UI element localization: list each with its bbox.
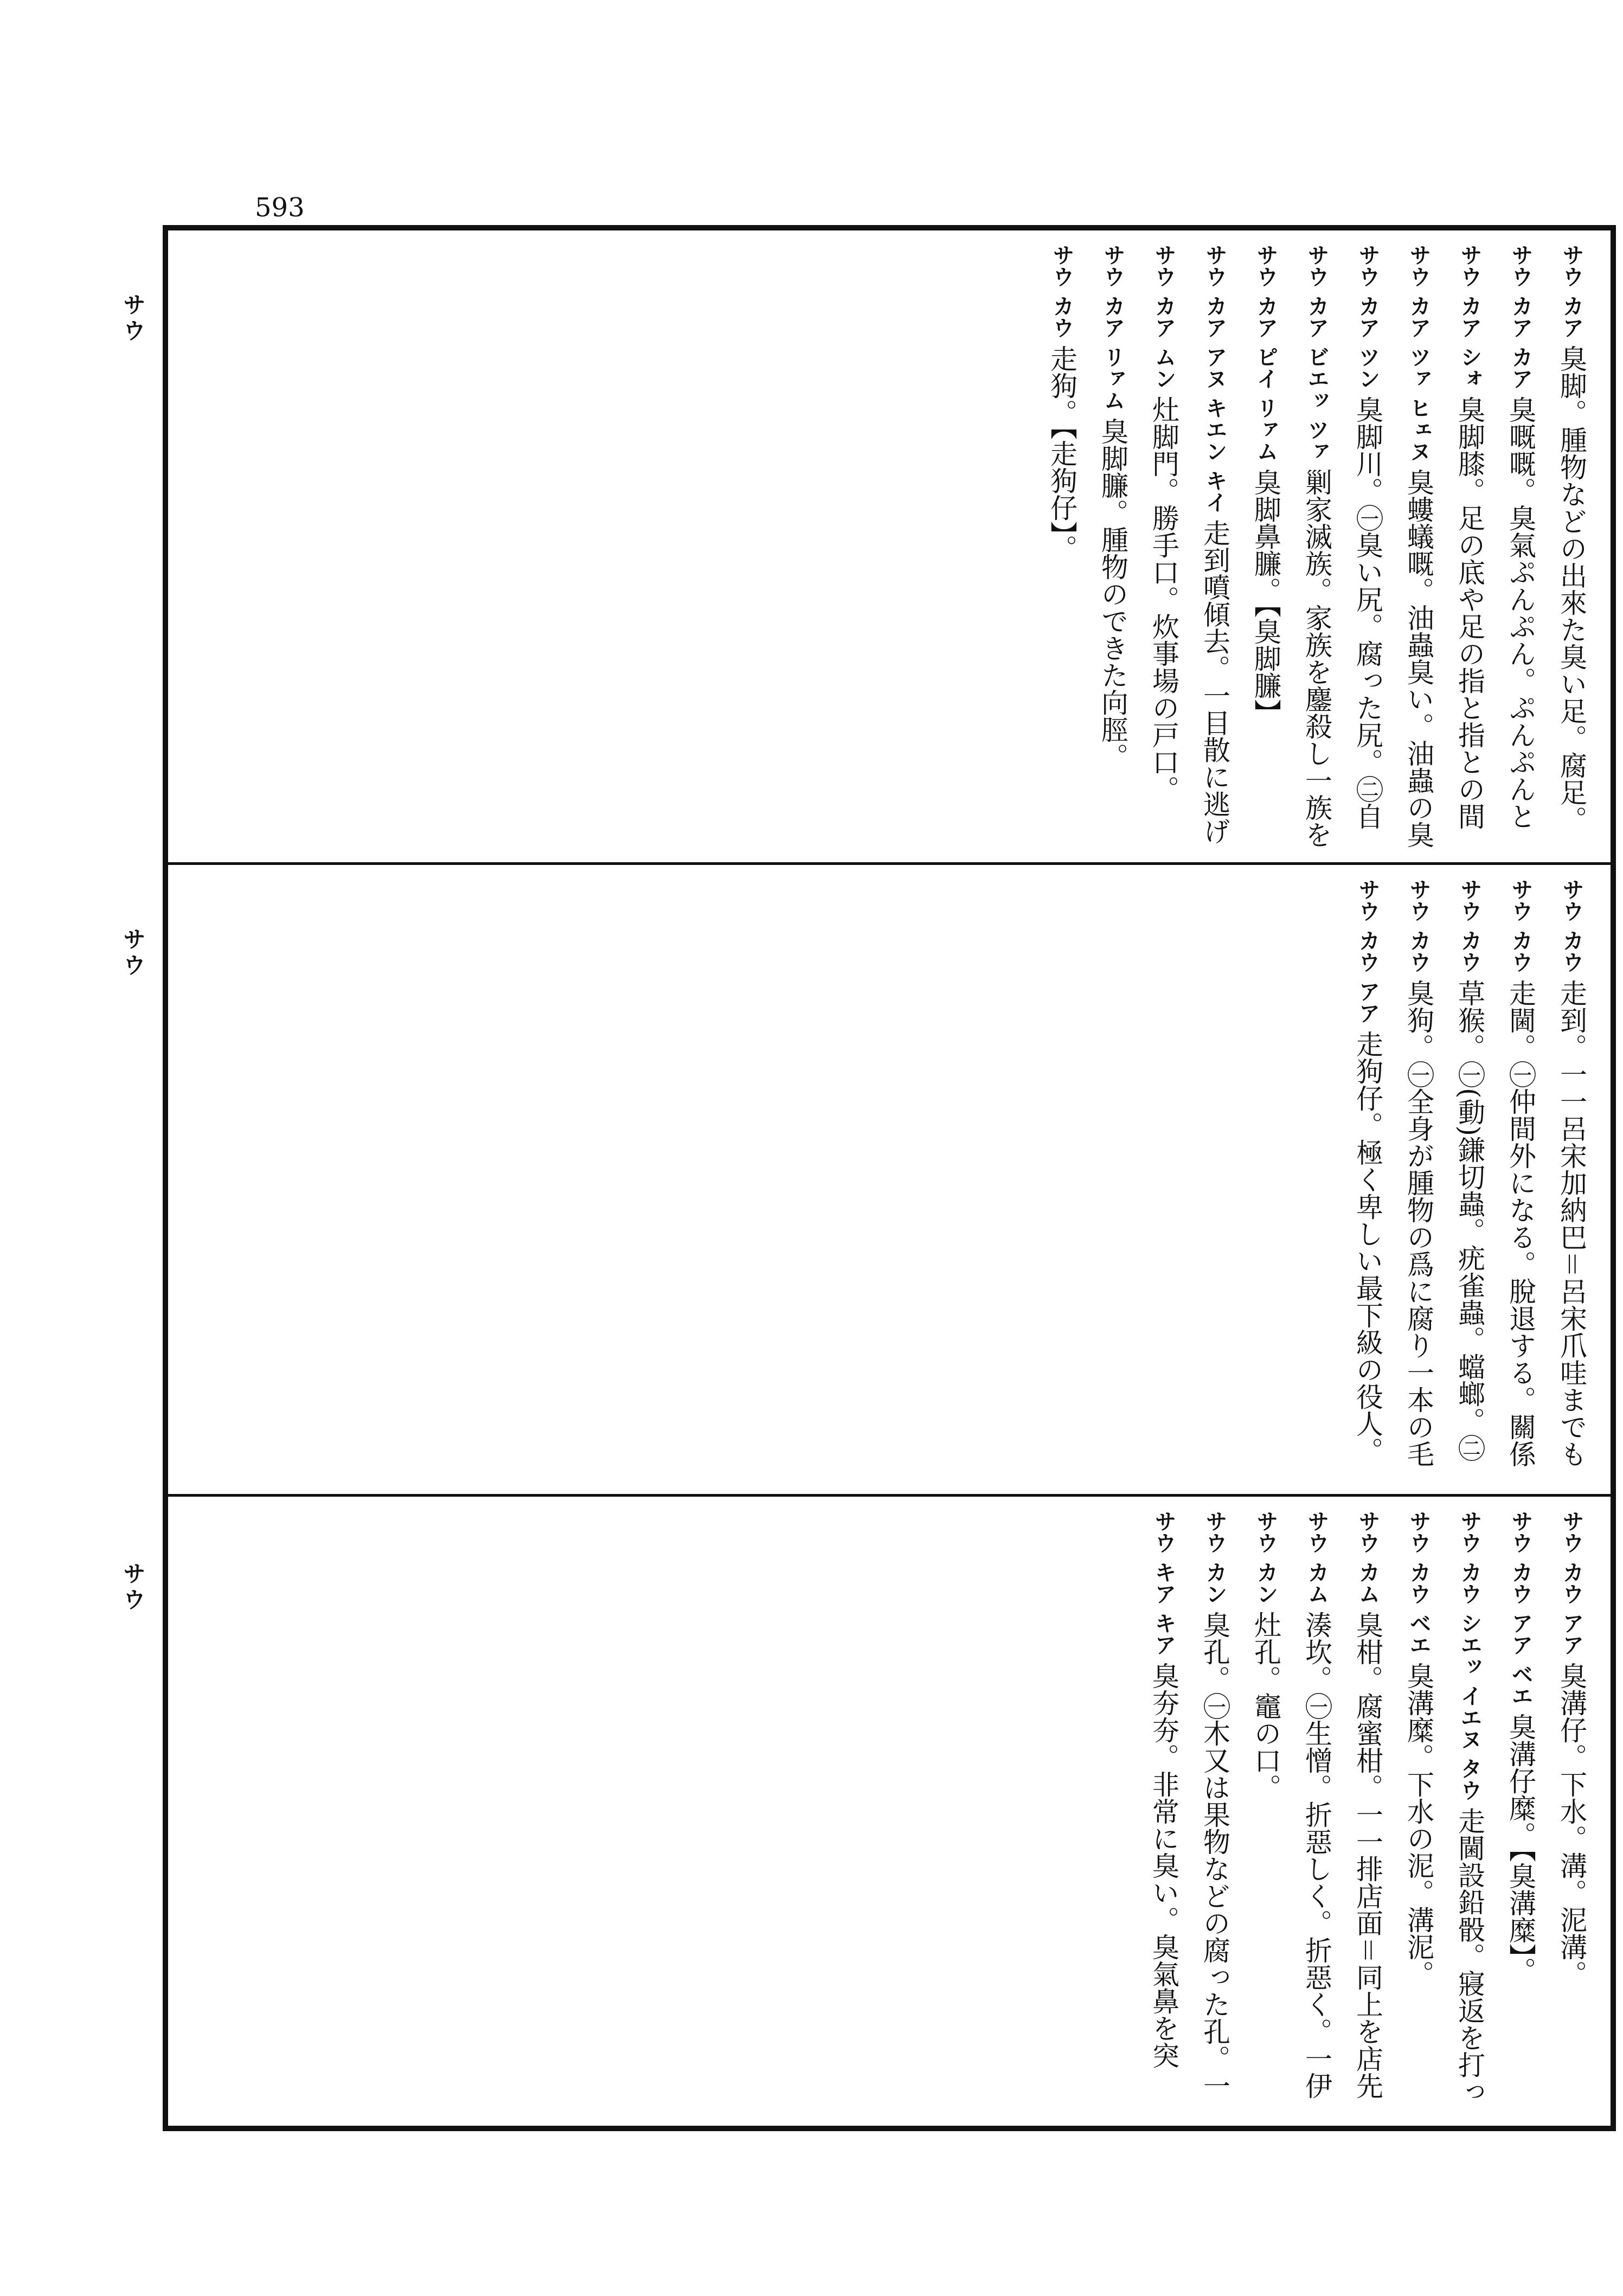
entry-definition: 臭脚川。㊀臭い尻。腐った尻。㊁自 — [1352, 395, 1383, 830]
entry-definition: 走閫。㊀仲間外になる。脫退する。關係 — [1505, 979, 1536, 1467]
entry-definition: 走狗。【走狗仔】。 — [1046, 344, 1077, 562]
dictionary-entry — [1444, 1510, 1495, 2112]
dictionary-entry — [1495, 244, 1546, 849]
entry-definition: 臭柑。腐蜜柑。一一排店面＝同上を店先 — [1352, 1611, 1383, 2099]
entry-definition: 臭孔。㊀木又は果物などの腐った孔。一 — [1199, 1611, 1230, 2099]
entry-definition: 剿家滅族。家族を鏖殺し一族を — [1301, 468, 1332, 848]
band-middle — [168, 862, 1611, 1497]
entry-definition: 走到。一一呂宋加納巴＝呂宋爪哇までも — [1556, 979, 1587, 1467]
entry-reading: サウ カア — [1559, 244, 1584, 338]
entry-reading: サウ カア ツァ ヒェヌ — [1406, 244, 1432, 462]
entry-definition: 臭溝仔。下水。溝。泥溝。 — [1556, 1662, 1587, 1987]
entry-reading: サウ カア ツン — [1355, 244, 1381, 389]
dictionary-entry — [1291, 1510, 1342, 2112]
entry-definition: 草猴。㊀(動)鎌切蟲。疣雀蟲。蟷螂。㊁ — [1454, 979, 1485, 1461]
entry-reading: サウ カア ピイ リァム — [1253, 244, 1279, 462]
entry-reading: サウ カウ ベエ — [1406, 1510, 1432, 1656]
dictionary-entry — [1342, 878, 1393, 1483]
entry-definition: 走狗仔。極く卑しい最下級の役人。 — [1352, 1030, 1383, 1464]
entry-reading: サウ カン — [1202, 1510, 1228, 1605]
entry-definition: 湊坎。㊀生憎。折惡しく。折惡く。一伊 — [1301, 1611, 1332, 2099]
entry-reading: サウ カウ — [1457, 878, 1483, 973]
dictionary-entry — [1342, 1510, 1393, 2112]
entry-reading: サウ カウ — [1406, 878, 1432, 973]
entry-reading: サウ カア ムン — [1151, 244, 1177, 389]
dictionary-entry — [1138, 1510, 1189, 2112]
entry-definition: 臭溝仔糜。【臭溝糜】。 — [1505, 1713, 1536, 1984]
entry-definition: 走到噴傾去。一目散に逃げ — [1199, 519, 1230, 845]
entry-reading: サウ カウ アア ベエ — [1508, 1510, 1534, 1707]
dictionary-entry — [1189, 1510, 1240, 2112]
entry-reading: サウ カウ アア — [1355, 878, 1381, 1024]
dictionary-entry — [1291, 244, 1342, 849]
dictionary-frame — [163, 225, 1616, 2131]
dictionary-entry — [1546, 244, 1597, 849]
entry-definition: 灶脚門。勝手口。炊事場の戸口。 — [1148, 395, 1179, 803]
band-bottom — [168, 1494, 1611, 2126]
dictionary-entry — [1444, 244, 1495, 849]
entry-reading: サウ カウ アア — [1559, 1510, 1584, 1656]
entry-reading: サウ カア カア — [1508, 244, 1534, 389]
dictionary-entry — [1444, 878, 1495, 1483]
dictionary-entry — [1087, 244, 1138, 849]
entry-definition: 臭狗。㊀全身が腫物の爲に腐り一本の毛 — [1403, 979, 1434, 1467]
section-marker-top: サウ — [120, 293, 146, 345]
entry-reading: サウ カア ビエッ ツァ — [1304, 244, 1330, 462]
dictionary-entry — [1342, 244, 1393, 849]
entry-definition: 走閫設鉛骰。寢返を打っ — [1454, 1807, 1485, 2106]
entry-reading: サウ カウ — [1508, 878, 1534, 973]
entry-definition: 臭脚膝。足の底や足の指と指との間 — [1454, 395, 1485, 830]
entry-reading: サウ カン — [1253, 1510, 1279, 1605]
dictionary-entry — [1393, 1510, 1444, 2112]
dictionary-entry — [1393, 244, 1444, 849]
dictionary-entry — [1189, 244, 1240, 849]
entry-reading: サウ カム — [1304, 1510, 1330, 1605]
entry-definition: 臭溝糜。下水の泥。溝泥。 — [1403, 1662, 1434, 1987]
entry-reading: サウ カア シォ — [1457, 244, 1483, 389]
dictionary-entry — [1240, 244, 1291, 849]
entry-reading: サウ キア キア — [1151, 1510, 1177, 1656]
dictionary-entry — [1138, 244, 1189, 849]
entry-reading: サウ カア リァム — [1100, 244, 1126, 411]
dictionary-entry — [1495, 1510, 1546, 2112]
entry-reading: サウ カウ — [1049, 244, 1075, 338]
entry-definition: 臭夯夯。非常に臭い。臭氣鼻を突 — [1148, 1662, 1179, 2069]
entry-reading: サウ カウ — [1559, 878, 1584, 973]
dictionary-entry — [1546, 878, 1597, 1483]
entry-definition: 臭嘅嘅。臭氣ぷんぷん。ぷんぷんと — [1505, 395, 1536, 830]
entry-reading: サウ カム — [1355, 1510, 1381, 1605]
dictionary-entry — [1546, 1510, 1597, 2112]
entry-definition: 臭脚。腫物などの出來た臭い足。腐足。 — [1556, 344, 1587, 833]
band-top — [168, 230, 1611, 862]
entry-definition: 臭脚鼻臁。【臭脚臁】 — [1250, 468, 1281, 726]
dictionary-entry — [1036, 244, 1087, 849]
entry-reading: サウ カウ シエッ イエヌ タウ — [1457, 1510, 1483, 1801]
section-marker-bottom: サウ — [120, 1562, 146, 1614]
entry-definition: 灶孔。竈の口。 — [1250, 1611, 1281, 1801]
entry-definition: 臭脚臁。腫物のできた向脛。 — [1097, 417, 1128, 770]
dictionary-entry — [1393, 878, 1444, 1483]
page-number: 593 — [255, 193, 305, 223]
entry-reading: サウ カア アヌ キエン キイ — [1202, 244, 1228, 513]
entry-definition: 臭螻蟻嘅。油蟲臭い。油蟲の臭 — [1403, 468, 1434, 848]
dictionary-entry — [1495, 878, 1546, 1483]
section-marker-middle: サウ — [120, 927, 146, 979]
dictionary-entry — [1240, 1510, 1291, 2112]
